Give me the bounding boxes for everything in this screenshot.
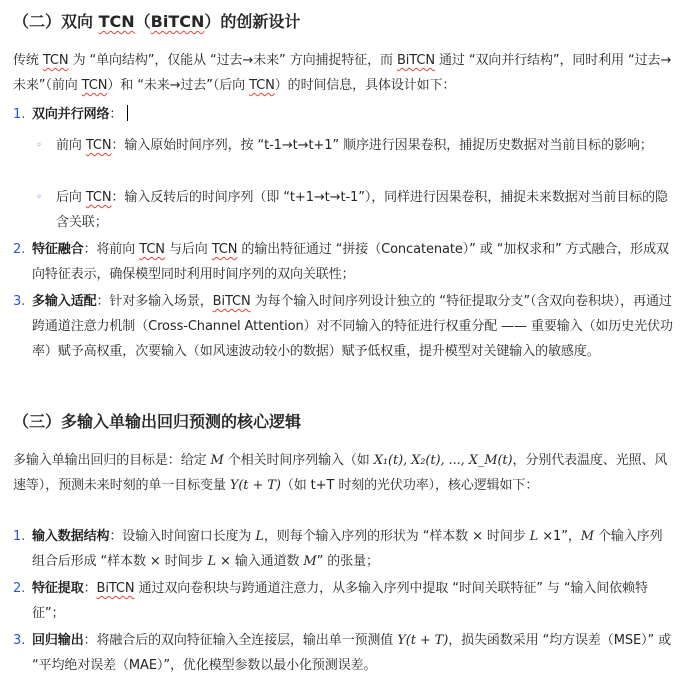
section-heading-bitcn: （二）双向 TCN（BiTCN）的创新设计 [13, 12, 301, 31]
list-number: 2. [13, 581, 26, 596]
list-number: 3. [13, 633, 26, 648]
list-item-regression-output: 回归输出：将融合后的双向特征输入全连接层，输出单一预测值 Y(t + T)，损失函数采用 “均方误差（MSE）” 或 “平均绝对误差（MAE）”，优化模型参数以最小化预测误差。 [32, 633, 672, 673]
item-title: 双向并行网络 [32, 107, 110, 122]
bullet-forward-tcn: 前向 TCN：输入原始时间序列，按 “t-1→t→t+1” 顺序进行因果卷积，捕捉历史数据对当前目标的影响； [56, 138, 653, 153]
intro-paragraph-regression: 多输入单输出回归的目标是：给定 M 个相关时间序列输入（如 X₁(t), X₂(t), ..., X_M(t)，分别代表温度、光照、风速等），预测未来时刻的单一目标变量 Y(t + T)（如 t+T 时刻的光伏功率），核心逻辑如下： [13, 453, 668, 493]
item-title: 输入数据结构 [32, 529, 110, 544]
spell-flag: TCN [98, 12, 135, 31]
list-number: 2. [13, 242, 26, 257]
item-title: 特征融合 [32, 242, 84, 257]
list-number: 1. [13, 529, 26, 544]
item-title: 特征提取 [32, 581, 84, 596]
section-heading-regression: （三）多输入单输出回归预测的核心逻辑 [13, 412, 302, 431]
list-item-bidirectional-network[interactable]: 双向并行网络： [32, 102, 673, 127]
text-cursor [127, 105, 128, 121]
list-item-feature-fusion: 特征融合：将前向 TCN 与后向 TCN 的输出特征通过 “拼接（Concatenate）” 或 “加权求和” 方式融合，形成双向特征表示，确保模型同时利用时间序列的双向关联性； [32, 242, 669, 282]
math-target: Y(t + T) [229, 478, 281, 493]
list-item-feature-extraction: 特征提取：BiTCN 通过双向卷积块与跨通道注意力，从多输入序列中提取 “时间关联特征” 与 “输入间依赖特征”； [32, 581, 648, 621]
bullet-marker: ◦ [36, 140, 42, 151]
bullet-backward-tcn: 后向 TCN：输入反转后的时间序列（即 “t+1→t→t-1”），同样进行因果卷积，捕捉未来数据对当前目标的隐含关联； [56, 190, 668, 230]
intro-paragraph-bitcn: 传统 TCN 为 “单向结构”，仅能从 “过去→未来” 方向捕捉特征，而 BiTCN 通过 “双向并行结构”，同时利用 “过去→未来”（前向 TCN）和 “未来→过去”（后向 TCN）的时间信息，具体设计如下： [13, 53, 672, 93]
math-input-sequence: X₁(t), X₂(t), ..., X_M(t) [373, 453, 513, 468]
item-title: 回归输出 [32, 633, 84, 648]
list-number: 1. [13, 107, 26, 122]
item-title: 多输入适配 [32, 294, 97, 309]
bullet-marker: ◦ [36, 192, 42, 203]
list-item-multi-input-adaptation: 多输入适配：针对多输入场景，BiTCN 为每个输入时间序列设计独立的 “特征提取分支”（含双向卷积块），再通过跨通道注意力机制（Cross-Channel Attention）对不同输入的特征进行权重分配 —— 重要输入（如历史光伏功率）赋予高权重，次要输入（如风速波动较小的数据）赋予低权重，提升模型对关键输入的敏感度。 [32, 294, 673, 359]
math-target: Y(t + T) [397, 633, 449, 648]
spell-flag: BiTCN [150, 12, 205, 31]
math-m: M [210, 453, 224, 468]
list-item-input-structure: 输入数据结构：设输入时间窗口长度为 L，则每个输入序列的形状为 “样本数 × 时间步 L ×1”，M 个输入序列组合后形成 “样本数 × 时间步 L × 输入通道数 M” 的张量； [32, 529, 663, 569]
list-number: 3. [13, 294, 26, 309]
